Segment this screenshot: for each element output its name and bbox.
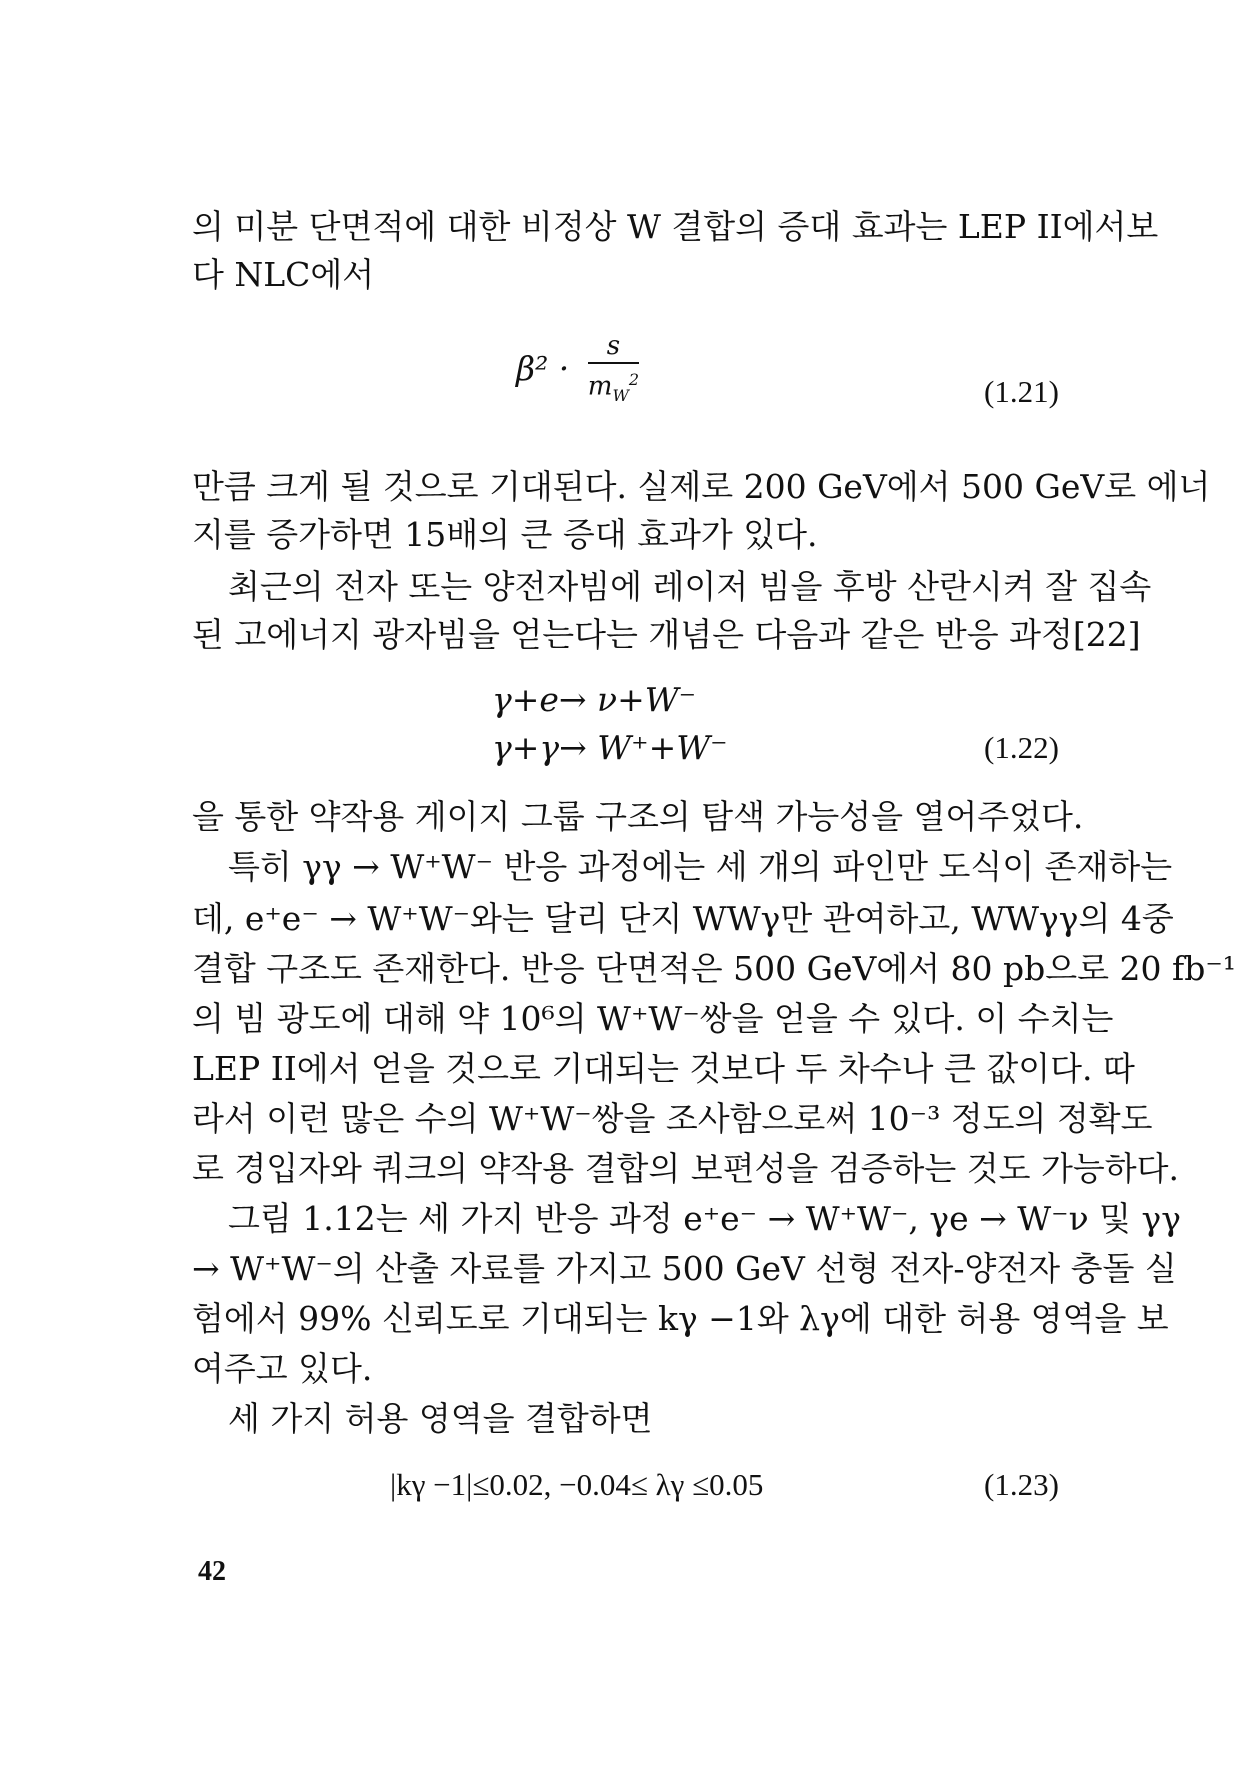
page-number: 42	[198, 1556, 226, 1587]
equation-1-22-line-2: γ+γ→ W⁺+W⁻	[492, 728, 728, 767]
text-line: 최근의 전자 또는 양전자빔에 레이저 빔을 후방 산란시켜 잘 집속	[228, 567, 1152, 606]
equation-number: (1.21)	[984, 374, 1059, 409]
text-line: 만큼 크게 될 것으로 기대된다. 실제로 200 GeV에서 500 GeV로 에너	[192, 467, 1211, 506]
denominator-symbol: m	[587, 371, 613, 402]
text-line: 특히 γγ → W⁺W⁻ 반응 과정에는 세 개의 파인만 도식이 존재하는	[228, 847, 1173, 886]
denominator-superscript: 2	[628, 370, 640, 389]
text-line: 의 빔 광도에 대해 약 10⁶의 W⁺W⁻쌍을 얻을 수 있다. 이 수치는	[192, 999, 1114, 1038]
text-line: 된 고에너지 광자빔을 얻는다는 개념은 다음과 같은 반응 과정[22]	[192, 615, 1141, 654]
fraction	[588, 330, 639, 412]
text-line: 데, e⁺e⁻ → W⁺W⁻와는 달리 단지 WWγ만 관여하고, WWγγ의 4중	[192, 899, 1174, 938]
equation-number: (1.22)	[984, 730, 1059, 765]
text-line: 을 통한 약작용 게이지 그룹 구조의 탐색 가능성을 열어주었다.	[192, 797, 1084, 836]
fraction-denominator	[588, 364, 639, 412]
text-line: 그림 1.12는 세 가지 반응 과정 e⁺e⁻ → W⁺W⁻, γe → W⁻ν 및 γγ	[228, 1199, 1181, 1238]
text-line: 여주고 있다.	[192, 1349, 373, 1388]
text-line: → W⁺W⁻의 산출 자료를 가지고 500 GeV 선형 전자-양전자 충돌 실	[192, 1249, 1177, 1288]
text-line: 험에서 99% 신뢰도로 기대되는 kγ −1와 λγ에 대한 허용 영역을 보	[192, 1299, 1169, 1338]
text-line: LEP II에서 얻을 것으로 기대되는 것보다 두 차수나 큰 값이다. 따	[192, 1049, 1135, 1088]
equation-number: (1.23)	[984, 1467, 1059, 1502]
equation-1-22-line-1: γ+e→ ν+W⁻	[492, 680, 697, 719]
text-line: 결합 구조도 존재한다. 반응 단면적은 500 GeV에서 80 pb으로 20 fb⁻¹	[192, 949, 1236, 988]
fraction-numerator: s	[588, 330, 639, 364]
text-line: 지를 증가하면 15배의 큰 증대 효과가 있다.	[192, 515, 818, 554]
equation-1-21	[516, 330, 639, 412]
equation-1-23: |kγ −1|≤0.02, −0.04≤ λγ ≤0.05	[390, 1467, 764, 1502]
text-line: 의 미분 단면적에 대한 비정상 W 결합의 증대 효과는 LEP II에서보	[192, 207, 1159, 246]
text-line: 세 가지 허용 영역을 결합하면	[228, 1399, 653, 1438]
denominator-subscript: W	[612, 385, 629, 405]
text-line: 라서 이런 많은 수의 W⁺W⁻쌍을 조사함으로써 10⁻³ 정도의 정확도	[192, 1099, 1153, 1138]
equation-lhs: β² ·	[516, 348, 570, 388]
text-line: 로 경입자와 쿼크의 약작용 결합의 보편성을 검증하는 것도 가능하다.	[192, 1149, 1179, 1188]
text-line: 다 NLC에서	[192, 255, 375, 294]
